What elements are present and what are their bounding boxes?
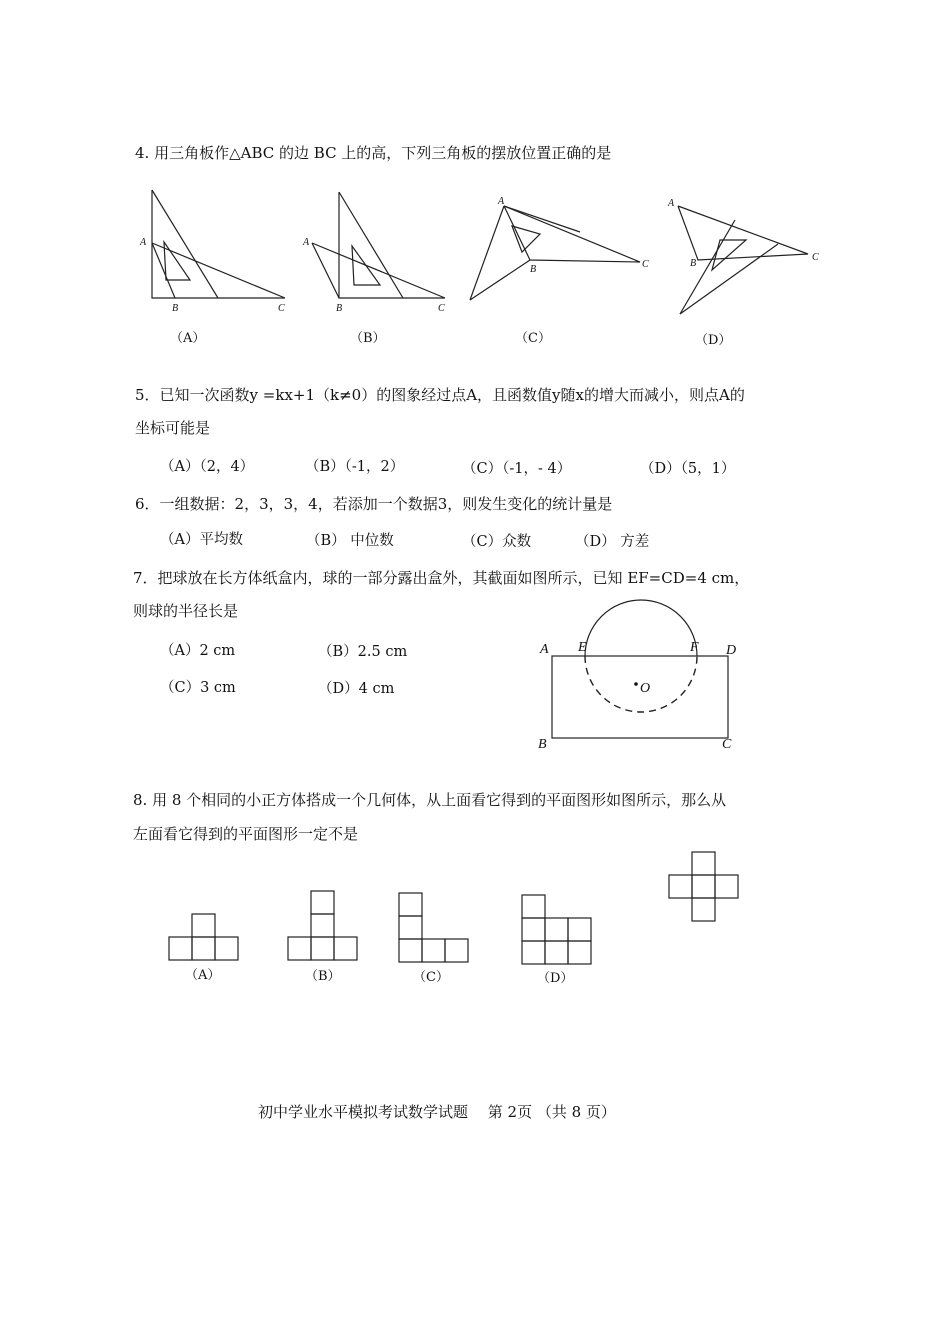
q4b-point-c: C <box>438 303 445 314</box>
q4d-point-b: B <box>690 258 697 269</box>
q4b-point-a: A <box>303 237 310 248</box>
q4a-point-a: A <box>140 237 147 248</box>
q4b-point-b: B <box>336 303 343 314</box>
q5-option-a: （A）（2，4） <box>160 459 255 475</box>
q4d-point-c: C <box>812 252 819 263</box>
q7-point-e: E <box>578 640 587 655</box>
page-footer: 初中学业水平模拟考试数学试题 第 2页 （共 8 页） <box>258 1103 616 1121</box>
q4-figure-c <box>460 192 660 312</box>
q7-option-d: （D）4 cm <box>318 681 395 697</box>
q5-stem-line1: 5．已知一次函数y =kx+1（k≠0）的图象经过点A，且函数值y随x的增大而减小，则点A的 <box>135 386 745 404</box>
q5-option-c: （C）（-1，- 4） <box>462 461 572 477</box>
q8-label-b: （B） <box>305 969 341 984</box>
q8-figure-d <box>521 893 601 965</box>
q8-label-d: （D） <box>537 971 574 986</box>
q7-option-c: （C）3 cm <box>160 680 236 696</box>
q4-figure-a <box>140 188 300 318</box>
q4-figure-d <box>660 192 840 322</box>
q7-point-f: F <box>690 640 699 655</box>
q5-stem-line2: 坐标可能是 <box>135 419 211 437</box>
q8-stem-line1: 8. 用 8 个相同的小正方体搭成一个几何体，从上面看它得到的平面图形如图所示，那么从 <box>133 791 727 809</box>
q7-point-o: O <box>640 681 651 696</box>
q6-option-d: （D） 方差 <box>575 534 650 550</box>
q8-figure-b <box>287 889 367 961</box>
q7-stem-line1: 7．把球放在长方体纸盒内，球的一部分露出盒外，其截面如图所示，已知 EF=CD=4 cm， <box>133 569 750 587</box>
q7-point-a: A <box>540 642 549 657</box>
q4a-point-c: C <box>278 303 285 314</box>
q4-figure-b <box>300 188 460 318</box>
q5-option-b: （B）（-1，2） <box>305 459 405 475</box>
q4d-point-a: A <box>668 198 675 209</box>
q8-stem-line2: 左面看它得到的平面图形一定不是 <box>133 825 359 843</box>
q8-figure-a <box>168 912 248 962</box>
q6-option-b: （B） 中位数 <box>306 533 394 549</box>
q4c-point-c: C <box>642 259 649 270</box>
q8-figure-c <box>398 891 478 963</box>
q7-figure <box>530 620 750 760</box>
q7-option-b: （B）2.5 cm <box>318 644 408 660</box>
q7-option-a: （A）2 cm <box>160 643 236 659</box>
q6-stem: 6．一组数据：2，3，3，4，若添加一个数据3，则发生变化的统计量是 <box>135 495 613 513</box>
q4c-point-a: A <box>498 196 505 207</box>
q4c-point-b: B <box>530 264 537 275</box>
q4-label-a: （A） <box>170 331 206 346</box>
q6-option-c: （C）众数 <box>462 534 532 550</box>
q7-point-c: C <box>722 737 732 752</box>
q7-point-d: D <box>726 643 737 658</box>
q4-label-b: （B） <box>350 331 386 346</box>
q5-option-d: （D）（5，1） <box>640 461 736 477</box>
q8-label-a: （A） <box>185 968 221 983</box>
q4-stem: 4. 用三角板作△ABC 的边 BC 上的高，下列三角板的摆放位置正确的是 <box>135 144 612 162</box>
q8-label-c: （C） <box>413 970 449 985</box>
q8-top-view <box>668 850 748 930</box>
q7-stem-line2: 则球的半径长是 <box>133 602 239 620</box>
q6-option-a: （A）平均数 <box>160 532 243 548</box>
q7-point-b: B <box>538 737 547 752</box>
q4a-point-b: B <box>172 303 179 314</box>
q4-label-c: （C） <box>515 331 551 346</box>
q4-label-d: （D） <box>695 333 732 348</box>
